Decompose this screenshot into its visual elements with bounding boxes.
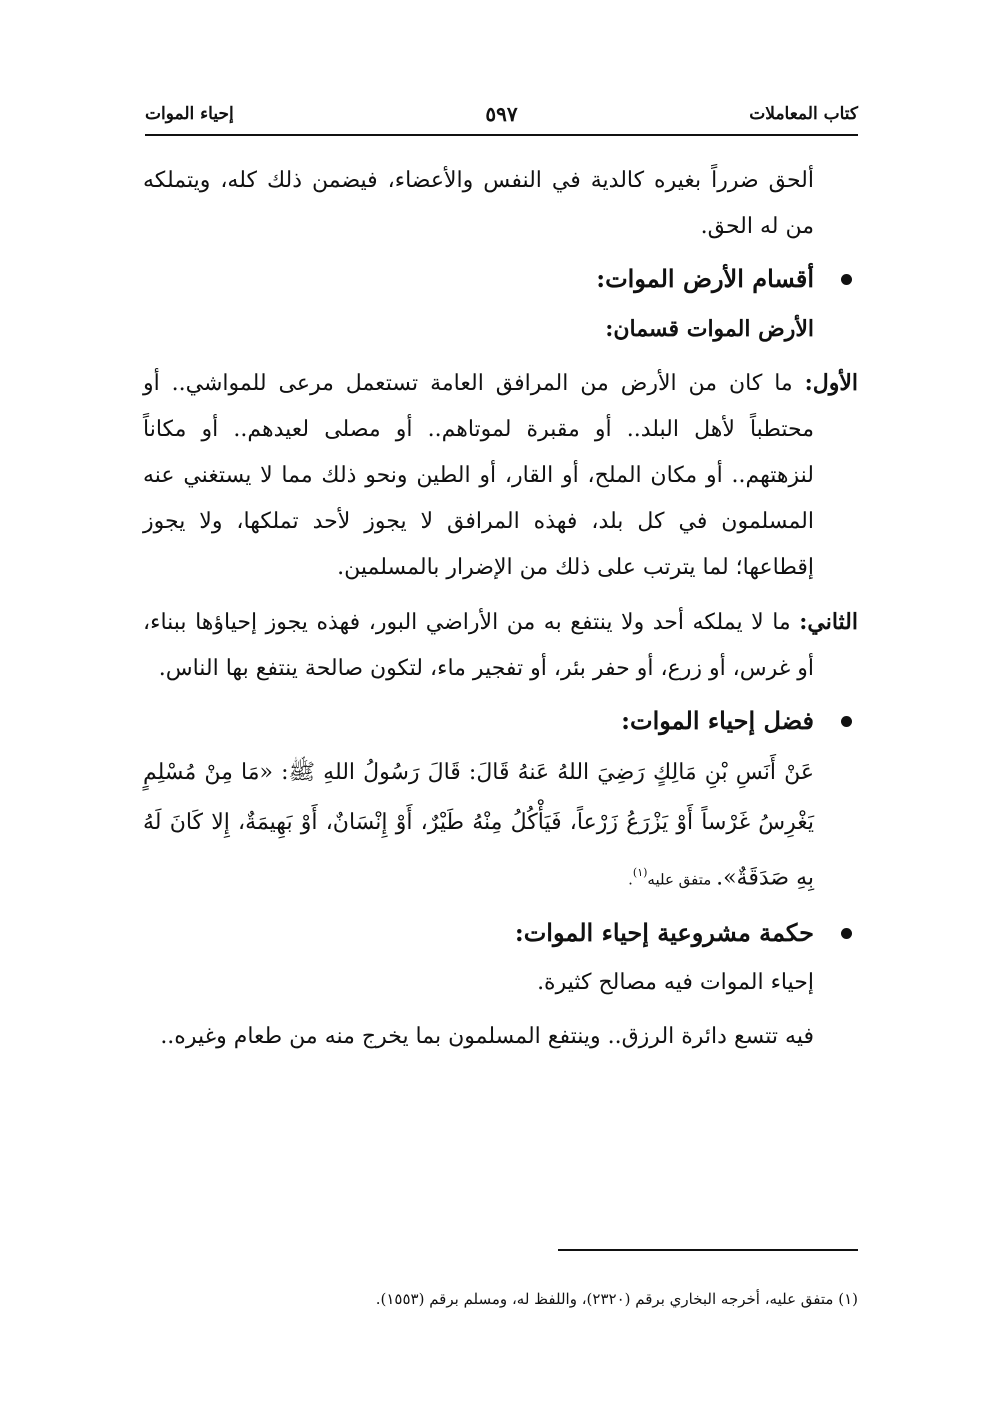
heading-divisions-text: أقسام الأرض الموات: — [596, 264, 814, 293]
subheading-divisions: الأرض الموات قسمان: — [605, 316, 814, 342]
hadith-text: عَنْ أَنَسِ بْنِ مَالِكٍ رَضِيَ اللهُ عَنهُ قَالَ: قَالَ رَسُولُ اللهِ ﷺ: «مَا مِنْ مُسْلِمٍ يَغْرِسُ غَرْساً أَوْ يَزْرَعُ زَرْعاً، فَيَأْكُلُ مِنْهُ طَيْرٌ، أَوْ إِنْسَانٌ، أَوْ بَهِيمَةٌ، إِلا كَانَ لَهُ بِهِ صَدَقَةٌ». — [143, 760, 814, 891]
page-number: ٥٩٧ — [485, 102, 518, 126]
paragraph-sustenance: فيه تتسع دائرة الرزق.. وينتفع المسلمون بما يخرج منه من طعام وغيره.. — [160, 1024, 814, 1050]
heading-wisdom — [143, 910, 858, 956]
hadith-paragraph — [143, 748, 858, 904]
hadith-reference: متفق عليه — [647, 870, 717, 889]
first-label: الأول: — [804, 370, 858, 396]
footnote-marker: (١) — [632, 866, 648, 879]
heading-virtue — [143, 698, 858, 744]
main-text — [143, 158, 858, 1060]
second-label: الثاني: — [799, 609, 858, 635]
bullet-icon — [841, 274, 852, 285]
bullet-icon — [841, 928, 852, 939]
heading-virtue-text: فضل إحياء الموات: — [621, 706, 814, 735]
hadith-end-dot: . — [628, 870, 633, 889]
running-header — [145, 100, 858, 136]
paragraph-first — [143, 360, 858, 591]
second-text: ما لا يملكه أحد ولا ينتفع به من الأراضي البور، فهذه يجوز إحياؤها ببناء، أو غرس، أو زرع، أو حفر بئر، أو تفجير ماء، لتكون صالحة ينتفع بها الناس. — [143, 610, 814, 681]
paragraph-intro: ألحق ضرراً بغيره كالدية في النفس والأعضاء، فيضمن ذلك كله، ويتملكه من له الحق. — [143, 168, 814, 239]
first-text: ما كان من الأرض من المرافق العامة تستعمل مرعى للمواشي.. أو محتطباً لأهل البلد.. أو مقبرة لموتاهم.. أو مصلى لعيدهم.. أو مكاناً لنزهتهم.. أو مكان الملح، أو القار، أو الطين ونحو ذلك مما لا يستغني عنه المسلمون في كل بلد، فهذه المرافق لا يجوز لأحد تملكها، ولا يجوز إقطاعها؛ لما يترتب على ذلك من الإضرار بالمسلمين. — [143, 371, 814, 580]
heading-divisions — [143, 256, 858, 302]
footnote-1: (١) متفق عليه، أخرجه البخاري برقم (٢٣٢٠)، واللفظ له، ومسلم برقم (١٥٥٣). — [375, 1290, 858, 1308]
book-title: كتاب المعاملات — [749, 104, 858, 124]
heading-wisdom-text: حكمة مشروعية إحياء الموات: — [514, 918, 814, 948]
bullet-icon — [841, 716, 852, 727]
chapter-title: إحياء الموات — [145, 104, 234, 124]
paragraph-second — [143, 599, 858, 692]
footnote-divider — [558, 1249, 858, 1251]
paragraph-benefits: إحياء الموات فيه مصالح كثيرة. — [537, 970, 814, 996]
